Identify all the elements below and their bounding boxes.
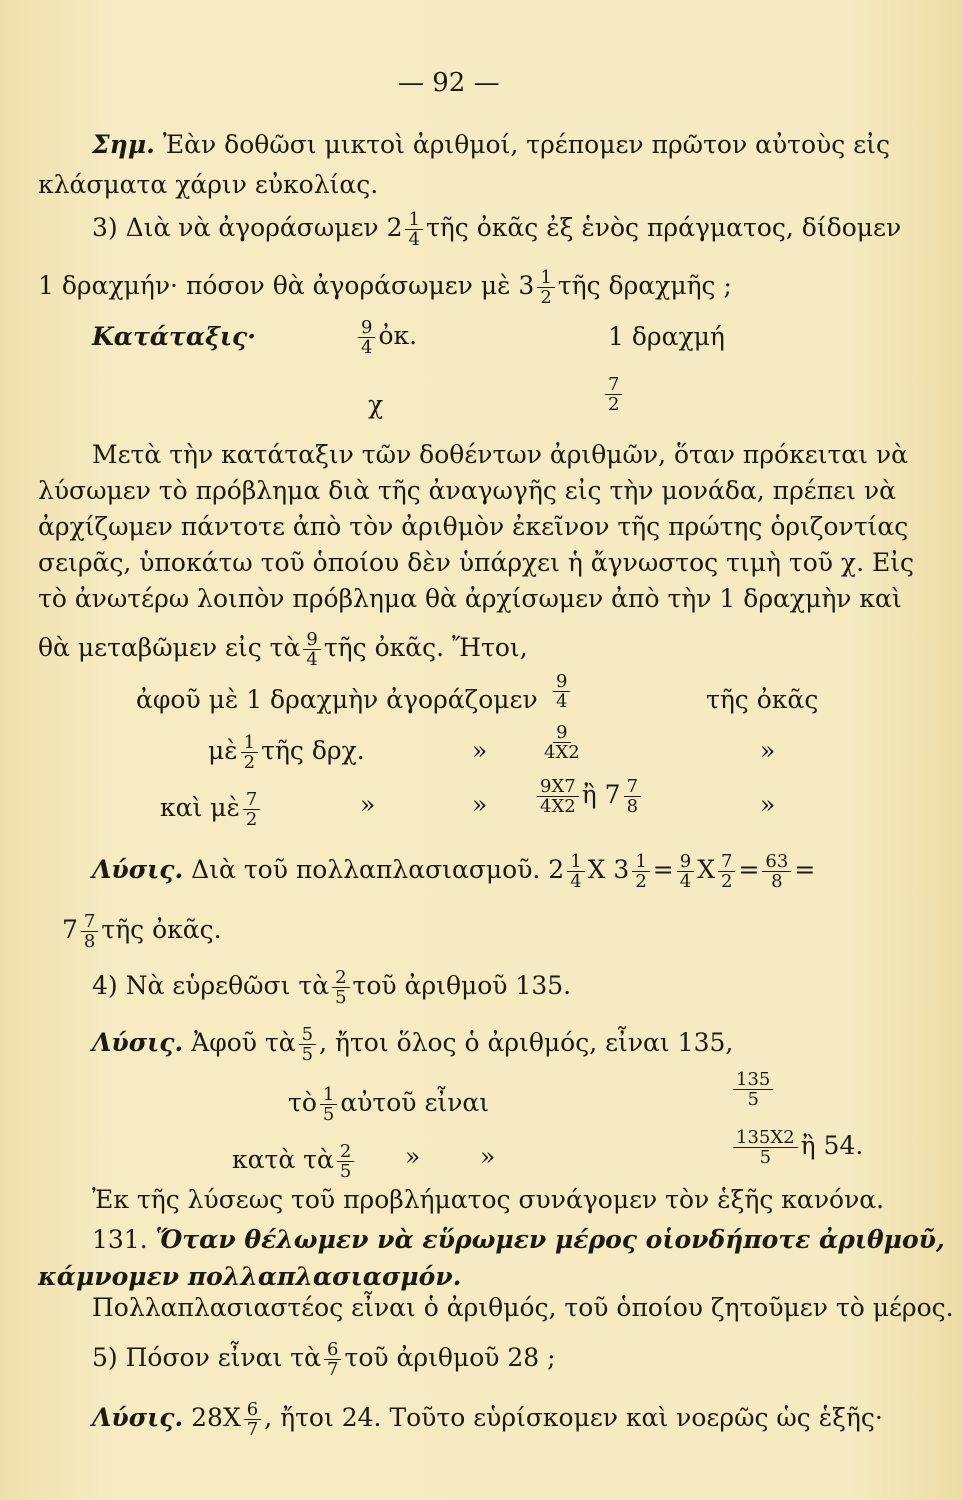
solution4-frac-2: $\frac{135X2}{5}$ ἢ 54. bbox=[730, 1128, 863, 1167]
arrangement-right-1: 1 δραχμή bbox=[608, 322, 725, 351]
paragraph-line: Μετὰ τὴν κατάταξιν τῶν δοθέντων ἀριθμῶν, ὅταν πρόκειται νὰ bbox=[92, 440, 909, 469]
problem4-line: 4) Νὰ εὑρεθῶσι τὰ $\frac{2}{5}$ τοῦ ἀριθμοῦ 135. bbox=[92, 967, 572, 1008]
problem3-text-c: 1 δραχμήν· πόσον θὰ ἀγοράσωμεν μὲ 3 bbox=[38, 271, 535, 300]
page-number: — 92 — bbox=[398, 68, 500, 98]
solution4-row-1: τὸ $\frac{1}{5}$ αὐτοῦ εἶναι bbox=[288, 1084, 490, 1125]
fraction: $\frac{1}{4}$ bbox=[405, 210, 422, 249]
fraction: $\frac{1}{2}$ bbox=[537, 268, 554, 307]
ditto: » bbox=[760, 790, 776, 819]
solution4-row-2: κατὰ τὰ $\frac{2}{5}$ bbox=[232, 1142, 357, 1181]
ditto: » bbox=[472, 790, 488, 819]
solution4-frac-1: $\frac{135}{5}$ bbox=[730, 1070, 776, 1109]
rule-intro: Ἐκ τῆς λύσεως τοῦ προβλήματος συνάγομεν τὸν ἑξῆς κανόνα. bbox=[92, 1185, 885, 1214]
arrangement-x: χ bbox=[368, 390, 384, 419]
solution4-line: Λύσις. Ἀφοῦ τὰ $\frac{5}{5}$ , ἤτοι ὅλος ὁ ἀριθμός, εἶναι 135, bbox=[92, 1024, 734, 1065]
table3-row-3: καὶ μὲ $\frac{7}{2}$ bbox=[160, 790, 263, 829]
ditto: » bbox=[360, 790, 376, 819]
ditto: » bbox=[405, 1142, 421, 1171]
table3-unit: τῆς ὀκᾶς bbox=[706, 685, 819, 714]
table3-frac-3: $\frac{9X7}{4X2}$ ἢ 7 $\frac{7}{8}$ bbox=[534, 777, 644, 816]
arrangement-label: Κατάταξις· bbox=[92, 322, 256, 351]
table3-row-2: μὲ $\frac{1}{2}$ τῆς δρχ. bbox=[208, 732, 365, 773]
ditto: » bbox=[472, 736, 488, 765]
note-label: Σημ. bbox=[92, 130, 155, 159]
rule-note: Πολλαπλασιαστέος εἶναι ὁ ἀριθμός, τοῦ ὁποίου ζητοῦμεν τὸ μέρος. bbox=[92, 1293, 954, 1322]
table3-frac-2: $\frac{9}{4X2}$ bbox=[544, 722, 580, 763]
paragraph-line: σειρᾶς, ὑποκάτω τοῦ ὁποίου δὲν ὑπάρχει ἡ ἄγνωστος τιμὴ τοῦ χ. Εἰς bbox=[38, 548, 915, 577]
paragraph-line: λύσωμεν τὸ πρόβλημα διὰ τῆς ἀναγωγῆς εἰς τὴν μονάδα, πρέπει νὰ bbox=[38, 476, 896, 505]
arrangement-fraction-1: $\frac{9}{4}$ ὀκ. bbox=[355, 318, 417, 357]
rule-line-2: κάμνομεν πολλαπλασιασμόν. bbox=[38, 1262, 462, 1291]
arrangement-row-1 bbox=[92, 322, 256, 352]
paragraph-line: θὰ μεταβῶμεν εἰς τὰ $\frac{9}{4}$ τῆς ὀκᾶς. Ἤτοι, bbox=[38, 629, 528, 670]
rule-line-1: 131. Ὅταν θέλωμεν νὰ εὕρωμεν μέρος οἱονδήποτε ἀριθμοῦ, bbox=[92, 1225, 945, 1254]
table3-row-1: ἀφοῦ μὲ 1 δραχμὴν ἀγοράζομεν bbox=[136, 685, 538, 714]
problem3-text-d: τῆς δραχμῆς ; bbox=[557, 271, 732, 300]
note-text-2: κλάσματα χάριν εὐκολίας. bbox=[38, 170, 379, 199]
problem3-line-2 bbox=[38, 268, 732, 307]
unit: ὀκ. bbox=[378, 321, 418, 350]
arrangement-fraction-2: $\frac{7}{2}$ bbox=[602, 375, 625, 414]
table3-frac-1: $\frac{9}{4}$ bbox=[550, 672, 573, 711]
ditto: » bbox=[480, 1142, 496, 1171]
note-line-1 bbox=[92, 130, 890, 160]
problem3-line-1 bbox=[92, 210, 901, 249]
note-text-1: Ἐὰν δοθῶσι μικτοὶ ἀριθμοί, τρέπομεν πρῶτον αὐτοὺς εἰς bbox=[162, 130, 890, 159]
paragraph-line: τὸ ἀνωτέρω λοιπὸν πρόβλημα θὰ ἀρχίσωμεν ἀπὸ τὴν 1 δραχμὴν καὶ bbox=[38, 584, 902, 613]
ditto: » bbox=[760, 736, 776, 765]
solution3-line: Λύσις. Διὰ τοῦ πολλαπλασιασμοῦ. 2 $\frac{1}{4}$ Χ 3 $\frac{1}{2}$ = $\frac{9}{4}$ Χ $\frac{7}{2}$ = $\frac{63}{8}$ = bbox=[92, 851, 816, 892]
problem3-text-a: 3) Διὰ νὰ ἀγοράσωμεν 2 bbox=[92, 213, 403, 242]
paragraph-line: ἀρχίζωμεν πάντοτε ἀπὸ τὸν ἀριθμὸν ἐκεῖνον τῆς πρώτης ὁριζοντίας bbox=[38, 512, 909, 541]
problem5-line: 5) Πόσον εἶναι τὰ $\frac{6}{7}$ τοῦ ἀριθμοῦ 28 ; bbox=[92, 1339, 556, 1380]
solution3-result: 7 $\frac{7}{8}$ τῆς ὀκᾶς. bbox=[62, 911, 222, 952]
solution5-line: Λύσις. 28Χ $\frac{6}{7}$ , ἤτοι 24. Τοῦτο εὑρίσκομεν καὶ νοερῶς ὡς ἑξῆς· bbox=[92, 1399, 883, 1440]
problem3-text-b: τῆς ὀκᾶς ἐξ ἑνὸς πράγματος, δίδομεν bbox=[425, 213, 902, 242]
